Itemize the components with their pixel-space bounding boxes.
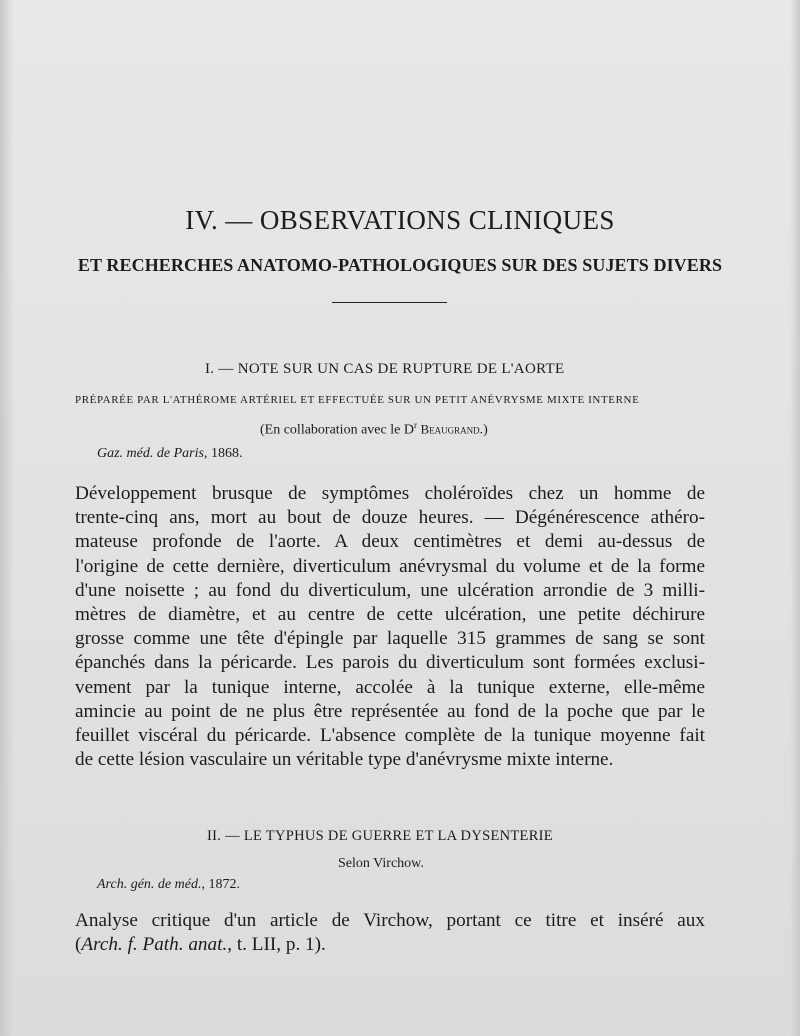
title-divider <box>332 302 447 303</box>
chapter-title: IV. — OBSERVATIONS CLINIQUES <box>185 205 615 235</box>
body-line: d'une noisette ; au fond du diverticulum, une ulcération arrondie de 3 milli- <box>75 579 705 601</box>
body-line: mètres de diamètre, et au centre de cette ulcération, une petite déchirure <box>75 603 705 625</box>
body-line: épanchés dans la péricarde. Les parois du diverticulum sont formées exclusi- <box>75 652 705 674</box>
collab-text: (En collaboration avec le D <box>260 422 414 438</box>
section-2-title: II. — LE TYPHUS DE GUERRE ET LA DYSENTERIE <box>207 828 553 844</box>
source-year: 1872. <box>208 877 240 892</box>
body-line: grosse comme une tête d'épingle par laquelle 315 grammes de sang se sont <box>75 628 705 650</box>
body-line: amincie au point de ne plus être représentée au fond de la poche que par le <box>75 700 705 722</box>
body-line: mateuse profonde de l'aorte. A deux centimètres et demi au-dessus de <box>75 531 705 553</box>
section-1-title: I. — NOTE SUR UN CAS DE RUPTURE DE L'AORTE <box>205 361 565 377</box>
collab-close: .) <box>479 422 488 438</box>
reference-details: , t. LII, p. 1). <box>227 934 326 956</box>
body-line: vement par la tunique interne, accolée à la tunique externe, elle-même <box>75 676 705 698</box>
body-line: Analyse critique d'un article de Virchow, portant ce titre et inséré aux <box>75 910 705 931</box>
source-journal: Gaz. méd. de Paris, <box>97 446 208 461</box>
paren-open: ( <box>75 934 82 956</box>
section-1-source <box>97 446 242 462</box>
body-line: de cette lésion vasculaire un véritable type d'anévrysme mixte interne. <box>75 749 614 771</box>
section-1-body <box>75 482 705 772</box>
body-line: trente-cinq ans, mort au bout de douze heures. — Dégénérescence athéro- <box>75 507 705 529</box>
body-line <box>75 933 705 957</box>
source-year: 1868. <box>210 446 243 461</box>
body-line: l'origine de cette dernière, diverticulum anévrysmal du volume et de la forme <box>75 555 705 577</box>
section-1-subtitle: PRÉPARÉE PAR L'ATHÉROME ARTÉRIEL ET EFFECTUÉE SUR UN PETIT ANÉVRYSME MIXTE INTERNE <box>75 394 640 406</box>
section-1-collaboration <box>260 420 488 439</box>
collab-name: Beaugrand <box>420 421 480 437</box>
section-2-body <box>75 909 705 957</box>
section-2-subtitle: Selon Virchow. <box>338 856 424 871</box>
section-2-source <box>97 877 240 893</box>
source-journal: Arch. gén. de méd., <box>97 877 205 892</box>
chapter-subtitle: ET RECHERCHES ANATOMO-PATHOLOGIQUES SUR DES SUJETS DIVERS <box>77 255 723 275</box>
body-line: Développement brusque de symptômes choléroïdes chez un homme de <box>75 483 705 504</box>
body-line: feuillet viscéral du péricarde. L'absence complète de la tunique moyenne fait <box>75 724 705 746</box>
collab-superscript: r <box>413 420 417 430</box>
journal-reference: Arch. f. Path. anat. <box>81 934 228 956</box>
